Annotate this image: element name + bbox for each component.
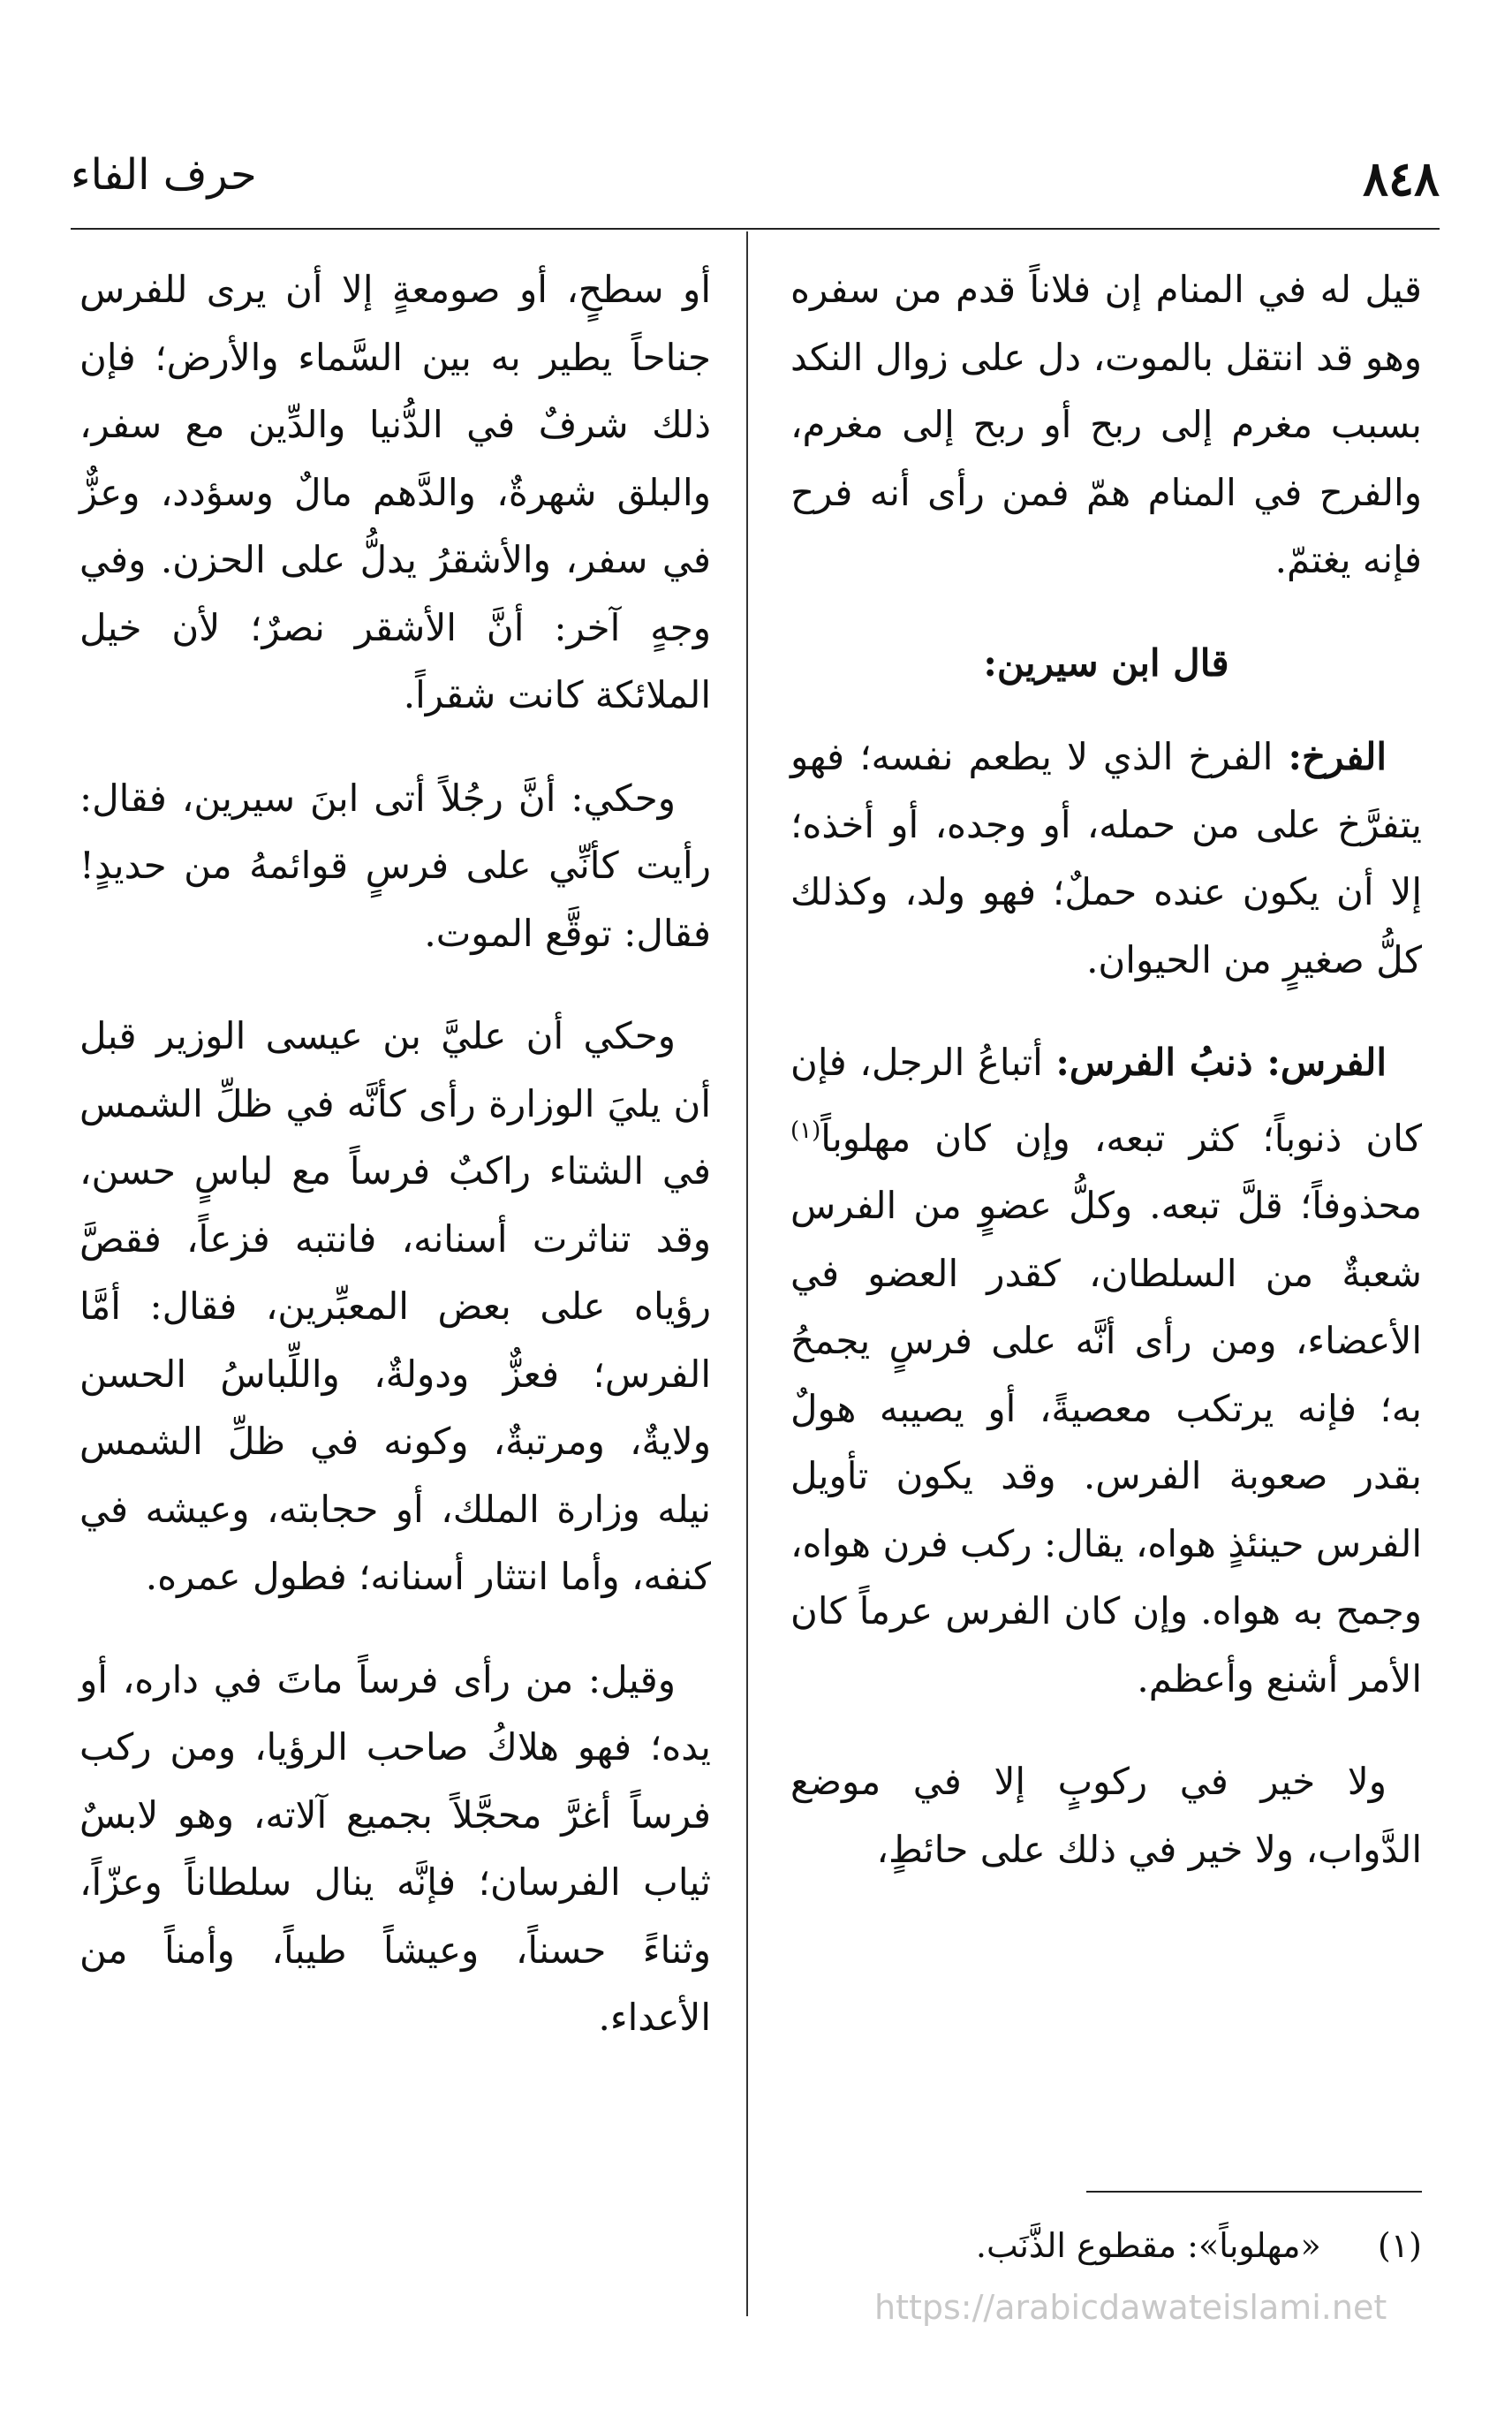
paragraph: وحكي: أنَّ رجُلاً أتى ابنَ سيرين، فقال: رأيت كأنِّي على فرسٍ قوائمهُ من حديدٍ! فقال: توقَّع الموت.	[79, 776, 711, 955]
header-rule	[71, 228, 1440, 230]
entry-term: الفرخ:	[1288, 735, 1387, 778]
footnote-reference: (١)	[790, 1117, 821, 1144]
watermark-url: https://arabicdawateislami.net	[874, 2288, 1387, 2327]
page-number: ٨٤٨	[1362, 150, 1440, 207]
paragraph: وقيل: من رأى فرساً ماتَ في داره، أو يده؛ فهو هلاكُ صاحب الرؤيا، ومن ركب فرساً أغرَّ محجَّلاً بجميع آلاته، وهو لابسٌ ثياب الفرسان؛ فإنَّه ينال سلطاناً وعزّاً، وثناءً حسناً، وعيشاً طيباً، وأمناً من الأعداء.	[79, 1657, 711, 2039]
footnote-rule	[1086, 2191, 1422, 2193]
subheading: قال ابن سيرين:	[983, 640, 1229, 685]
entry-text: أتباعُ الرجل، فإن كان ذنوباً؛ كثر تبعه، وإن كان مهلوباً	[790, 1041, 1422, 1160]
footnote-marker: (١)	[1377, 2226, 1422, 2265]
left-column	[79, 256, 711, 2087]
paragraph: وحكي أن عليَّ بن عيسى الوزير قبل أن يليَ الوزارة رأى كأنَّه في ظلِّ الشمس في الشتاء راكبٌ فرساً مع لباسٍ حسن، وقد تناثرت أسنانه، فانتبه فزعاً، فقصَّ رؤياه على بعض المعبِّرين، فقال: أمَّا الفرس؛ فعزٌّ ودولةٌ، واللِّباسُ الحسن ولايةٌ، ومرتبةٌ، وكونه في ظلِّ الشمس نيله وزارة الملك، أو حجابته، وعيشه في كنفه، وأما انتثار أسنانه؛ فطول عمره.	[79, 1014, 711, 1598]
footnote-text: «مهلوباً»: مقطوع الذَّنَب.	[975, 2226, 1321, 2265]
entry-text: الفرخ الذي لا يطعم نفسه؛ فهو يتفرَّخ على من حمله، أو وجده، أو أخذه؛ إلا أن يكون عنده حملٌ؛ فهو ولد، وكذلك كلُّ صغيرٍ من الحيوان.	[790, 735, 1422, 981]
running-header	[71, 150, 1440, 221]
chapter-title: حرف الفاء	[71, 150, 257, 200]
paragraph: أو سطحٍ، أو صومعةٍ إلا أن يرى للفرس جناحاً يطير به بين السَّماء والأرض؛ فإن ذلك شرفٌ في الدُّنيا والدِّين مع سفر، والبلق شهرةٌ، والدَّهم مالٌ وسؤدد، وعزٌّ في سفر، والأشقرُ يدلُّ على الحزن. وفي وجهٍ آخر: أنَّ الأشقر نصرٌ؛ لأن خيل الملائكة كانت شقراً.	[79, 268, 711, 716]
column-divider	[746, 231, 748, 2316]
paragraph	[790, 723, 1422, 994]
right-column	[790, 256, 1422, 1919]
paragraph: قيل له في المنام إن فلاناً قدم من سفره وهو قد انتقل بالموت، دل على زوال النكد بسبب مغرم إلى ربح أو ربح إلى مغرم، والفرح في المنام همّ فمن رأى أنه فرح فإنه يغتمّ.	[790, 268, 1422, 581]
footnote	[790, 2226, 1422, 2265]
entry-term: الفرس: ذنبُ الفرس:	[1055, 1041, 1387, 1084]
paragraph: ولا خير في ركوبٍ إلا في موضع الدَّواب، ولا خير في ذلك على حائطٍ،	[790, 1760, 1422, 1871]
entry-text: محذوفاً؛ قلَّ تبعه. وكلُّ عضوٍ من الفرس شعبةٌ من السلطان، كقدر العضو في الأعضاء، ومن رأى أنَّه على فرسٍ يجمحُ به؛ فإنه يرتكب معصيةً، أو يصيبه هولٌ بقدر صعوبة الفرس. وقد يكون تأويل الفرس حينئذٍ هواه، يقال: ركب فرن هواه، وجمح به هواه. وإن كان الفرس عرماً كان الأمر أشنع وأعظم.	[790, 1184, 1422, 1701]
paragraph	[790, 1029, 1422, 1713]
